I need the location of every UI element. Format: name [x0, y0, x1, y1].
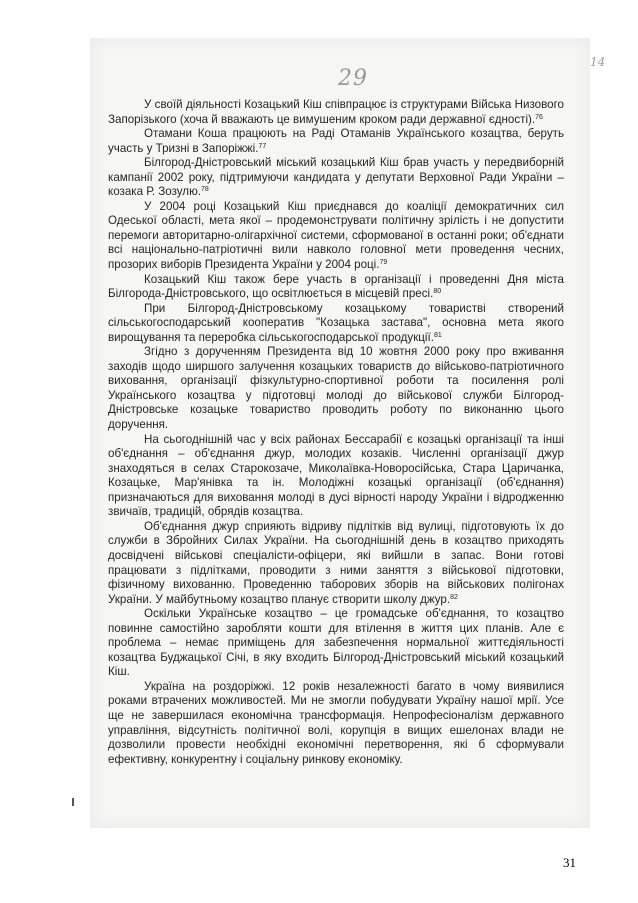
paragraph: Отамани Коша працюють на Раді Отаманів Українського козацтва, беруть участь у Тризні в Запоріжжі.$^{77}$ [108, 127, 564, 155]
paragraph: Згідно з дорученням Президента від 10 жовтня 2000 року про вживання заходів щодо ширшого залучення козацьких товариств до військово-патріотичного виховання, організації фізкультурно-спортивної роботи та посилення ролі Українського козацтва у підготовці молоді до військової служби Білгород-Дністровське козацьке товариство проводить роботу по виконанню цього доручення. [108, 345, 564, 432]
handwritten-page-number: 29 [338, 66, 368, 91]
page-number: 31 [563, 855, 576, 870]
paragraph: Україна на роздоріжжі. 12 років незалежності багато в чому виявилися роками втрачених можливостей. Ми не змогли побудувати Україну нашої мрії. Усе ще не завершилася економічна трансформація. Непрофесіоналізм державного управління, відсутність політичної волі, корупція в вищих ешелонах влади не дозволили провести необхідні економічні перетворення, які б сформували ефективну, конкурентну і соціальну ринкову економіку. [108, 679, 564, 766]
footnote-ref: 80 [433, 288, 442, 296]
footnote-ref: 78 [201, 186, 209, 194]
paragraph: На сьогоднішній час у всіх районах Бессарабії є козацькі організації та інші об'єднання – об'єднання джур, молодих козаків. Численні організації джур знаходяться в селах Старокозаче, Миколаївка-Новоросійська, Стара Царичанка, Козацьке, Мар'янівка та ін. Молодіжні козацькі організації (об'єднання) призначаються для виховання молоді в дусі вірності народу України і відродженню звичаїв, традицій, обрядів козацтва. [108, 432, 564, 519]
body-text [108, 98, 564, 767]
footnote-ref: 77 [258, 142, 267, 150]
scan-mark [72, 798, 74, 806]
handwritten-sheet-number: 14 [590, 55, 606, 69]
footnote-ref: 81 [433, 331, 442, 339]
paragraph: При Білгород-Дністровському козацькому товаристві створений сільськогосподарський кооператив "Козацька застава", основна мета якого вирощування та переробка сільськогосподарської продукції.$^{81}$ [108, 301, 564, 344]
paragraph: Козацький Кіш також бере участь в організації і проведенні Дня міста Білгорода-Дністровського, що освітлюється в місцевій пресі.$^{80}$ [108, 272, 564, 301]
paragraph: У 2004 році Козацький Кіш приєднався до коаліції демократичних сил Одеської області, мета якої – продемонструвати політичну зрілість і не допустити перемоги авторитарно-олігархічної системи, сформованої в останні роки; об'єднати всі національно-патріотичні вили навколо головної мети проведення чесних, прозорих виборів Президента України у 2004 році.$^{79}$ [108, 199, 564, 272]
paragraph: Оскільки Українське козацтво – це громадське об'єднання, то козацтво повинне самостійно заробляти кошти для втілення в життя цих планів. Але є проблема – немає приміщень для забезпечення нормальної життєдіяльності козацтва Буджацької Січі, в яку входить Білгород-Дністровський міський козацький Кіш. [108, 607, 564, 679]
paragraph: У своїй діяльності Козацький Кіш співпрацює із структурами Війська Низового Запорізького (хоча й вважають це вимушеним кроком ради державної єдності).$^{76}$ [108, 98, 564, 126]
paragraph: Білгород-Дністровський міський козацький Кіш брав участь у передвиборній кампанії 2002 року, підтримуючи кандидата у депутати Верховної Ради України – козака Р. Зозулю.$^{78}$ [108, 156, 564, 199]
footnote-ref: 79 [379, 259, 388, 267]
footnote-ref: 82 [450, 593, 458, 601]
paragraph: Об'єднання джур сприяють відриву підлітків від вулиці, підготовують їх до служби в Збройних Силах України. На сьогоднішній день в козацтво приходять досвідчені військові спеціалісти-офіцери, які вийшли в запас. Вони готові працювати з підлітками, проводити з ними заняття з військової підготовки, фізичному вихованню. Проведенню таборових зборів на військових полігонах України. У майбутньому козацтво планує створити школу джур.$^{82}$ [108, 519, 564, 606]
footnote-ref: 76 [535, 113, 543, 121]
